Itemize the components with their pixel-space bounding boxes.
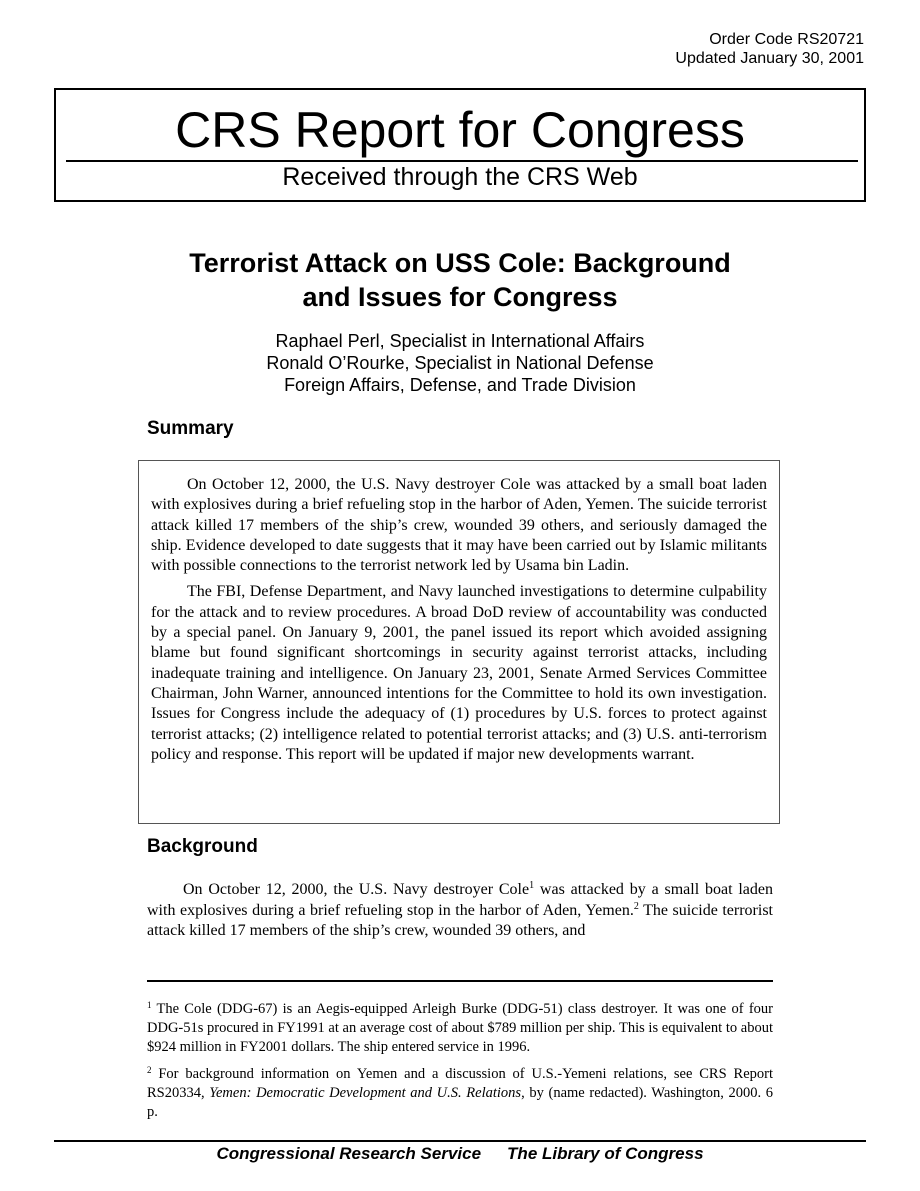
footnote-1 <box>147 1000 773 1057</box>
footer-rule <box>54 1140 866 1142</box>
footnote-2-text-a: For background information on Yemen and a discussion of U.S.-Yemeni relations, see CRS Report RS20334, <box>147 1066 773 1101</box>
summary-box <box>138 460 780 824</box>
footnote-ref-2[interactable]: 2 <box>633 900 639 912</box>
footnote-separator <box>147 980 773 982</box>
document-title-line2: and Issues for Congress <box>302 282 618 312</box>
crs-banner <box>54 88 866 202</box>
footnote-2 <box>147 1065 773 1122</box>
order-info <box>675 30 864 68</box>
author-2: Ronald O’Rourke, Specialist in National Defense <box>266 353 654 373</box>
footnote-2-report-title: Yemen: Democratic Development and U.S. Relations <box>209 1085 522 1101</box>
background-text-b: was attacked by a small boat laden with explosives during a brief refueling stop in the harbor of Aden, Yemen. <box>147 881 774 919</box>
order-code: Order Code RS20721 <box>709 31 864 48</box>
crs-banner-title: CRS Report for Congress <box>175 102 745 158</box>
updated-date: Updated January 30, 2001 <box>675 50 864 67</box>
background-text-a: On October 12, 2000, the U.S. Navy destroyer Cole <box>183 881 530 898</box>
footer-crs: Congressional Research Service <box>216 1144 482 1163</box>
page-footer <box>54 1143 866 1165</box>
summary-heading: Summary <box>147 418 234 439</box>
document-title <box>120 246 800 314</box>
document-title-line1: Terrorist Attack on USS Cole: Background <box>189 248 731 278</box>
footnote-2-number: 2 <box>147 1065 152 1075</box>
background-text-c: The suicide terrorist attack killed 17 members of the ship’s crew, wounded 39 others, and <box>147 901 773 939</box>
authors <box>160 330 760 396</box>
footnotes <box>147 1000 773 1130</box>
footnote-2-text-b: , by (name redacted). Washington, 2000. 6 p. <box>147 1085 773 1120</box>
footer-loc: The Library of Congress <box>507 1144 704 1163</box>
background-paragraph <box>147 880 773 942</box>
summary-paragraph-2: The FBI, Defense Department, and Navy launched investigations to determine culpability for the attack and to review procedures. A broad DoD review of accountability was conducted by a special panel. On January 9, 2001, the panel issued its report which avoided assigning blame but found significant shortcomings in security against terrorist attacks, including inadequate training and intelligence. On January 23, 2001, Senate Armed Services Committee Chairman, John Warner, announced intentions for the Committee to hold its own investigation. Issues for Congress include the adequacy of (1) procedures by U.S. forces to protect against terrorist attacks; (2) intelligence related to potential terrorist attacks; and (3) U.S. anti-terrorism policy and response. This report will be updated if major new developments warrant. <box>151 583 767 763</box>
footnote-1-text: The Cole (DDG-67) is an Aegis-equipped Arleigh Burke (DDG-51) class destroyer. It was one of four DDG-51s procured in FY1991 at an average cost of about $789 million per ship. This is equivalent to about $924 million in FY2001 dollars. The ship entered service in 1996. <box>147 1001 773 1055</box>
crs-banner-subtitle: Received through the CRS Web <box>282 163 638 191</box>
background-heading: Background <box>147 836 258 857</box>
author-1: Raphael Perl, Specialist in International Affairs <box>275 331 645 351</box>
division: Foreign Affairs, Defense, and Trade Division <box>284 375 636 395</box>
summary-paragraph-1: On October 12, 2000, the U.S. Navy destroyer Cole was attacked by a small boat laden with explosives during a brief refueling stop in the harbor of Aden, Yemen. The suicide terrorist attack killed 17 members of the ship’s crew, wounded 39 others, and seriously damaged the ship. Evidence developed to date suggests that it may have been carried out by Islamic militants with possible connections to the terrorist network led by Usama bin Ladin. <box>151 476 767 575</box>
footnote-1-number: 1 <box>147 1000 152 1010</box>
footnote-ref-1[interactable]: 1 <box>529 880 535 891</box>
